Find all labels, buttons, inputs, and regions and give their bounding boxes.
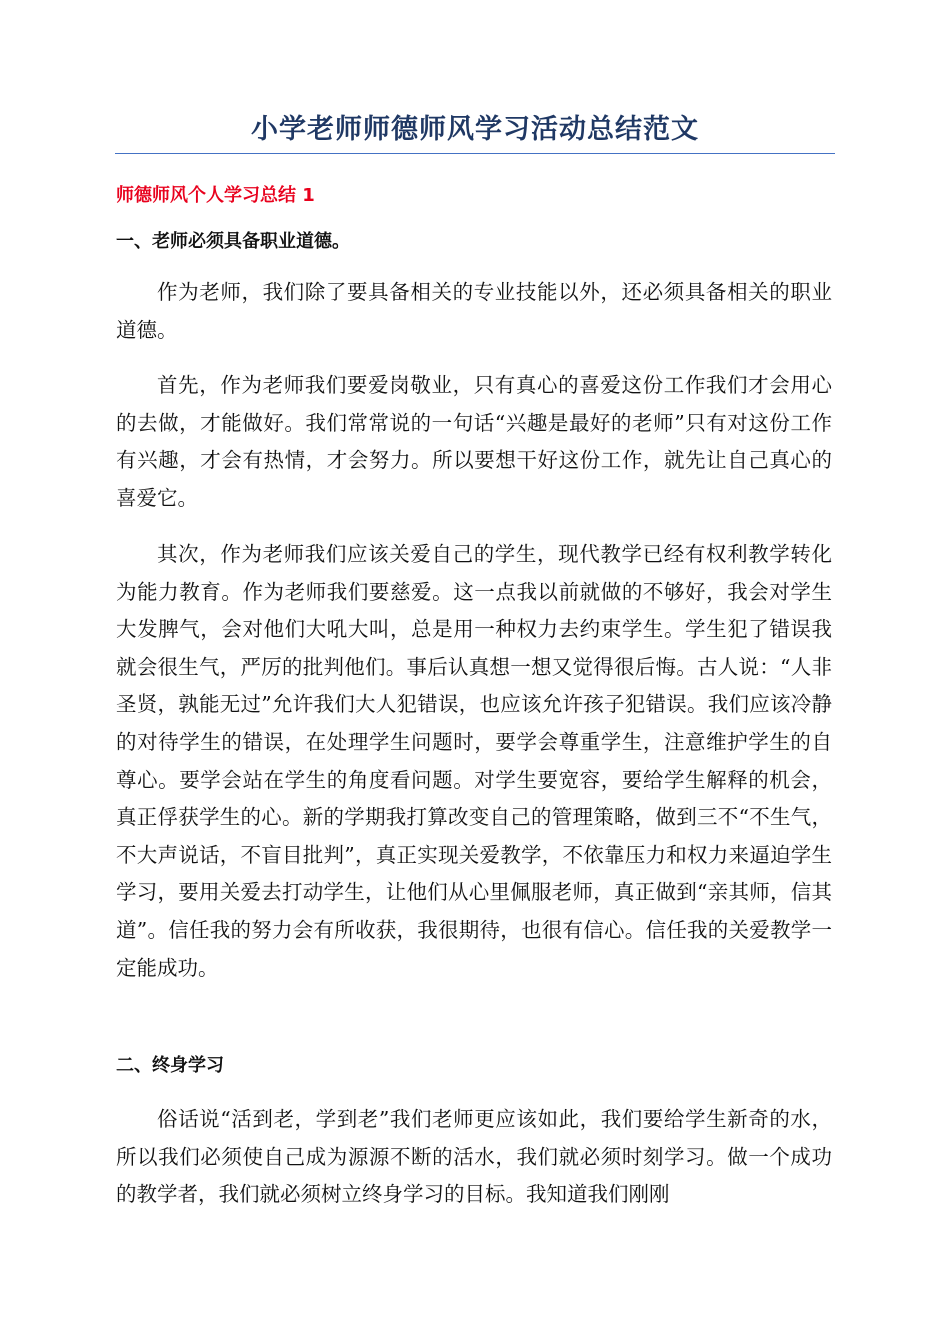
title-underline [115,153,835,154]
document-title: 小学老师师德师风学习活动总结范文 [251,114,699,145]
paragraph: 其次，作为老师我们应该关爱自己的学生，现代教学已经有权利教学转化为能力教育。作为老师我们要慈爱。这一点我以前就做的不够好，我会对学生大发脾气，会对他们大吼大叫，总是用一种权力去约束学生。学生犯了错误我就会很生气，严厉的批判他们。事后认真想一想又觉得很后悔。古人说：“人非圣贤，孰能无过”允许我们大人犯错误，也应该允许孩子犯错误。我们应该冷静的对待学生的错误，在处理学生问题时，要学会尊重学生，注意维护学生的自尊心。要学会站在学生的角度看问题。对学生要宽容，要给学生解释的机会，真正俘获学生的心。新的学期我打算改变自己的管理策略，做到三不“不生气，不大声说话，不盲目批判”，真正实现关爱教学，不依靠压力和权力来逼迫学生学习，要用关爱去打动学生，让他们从心里佩服老师，真正做到“亲其师，信其道”。信任我的努力会有所收获，我很期待，也很有信心。信任我的关爱教学一定能成功。 [116,542,832,980]
section-title: 师德师风个人学习总结 1 [116,185,315,206]
heading-professional-ethics: 一、老师必须具备职业道德。 [116,231,350,252]
paragraph: 俗话说“活到老，学到老”我们老师更应该如此，我们要给学生新奇的水，所以我们必须使自己成为源源不断的活水，我们就必须时刻学习。做一个成功的教学者，我们就必须树立终身学习的目标。我知道我们刚刚 [116,1107,832,1207]
paragraph: 作为老师，我们除了要具备相关的专业技能以外，还必须具备相关的职业道德。 [116,280,832,342]
paragraph: 首先，作为老师我们要爱岗敬业，只有真心的喜爱这份工作我们才会用心的去做，才能做好。我们常常说的一句话“兴趣是最好的老师”只有对这份工作有兴趣，才会有热情，才会努力。所以要想干好这份工作，就先让自己真心的喜爱它。 [116,373,832,510]
heading-lifelong-learning: 二、终身学习 [116,1055,224,1076]
